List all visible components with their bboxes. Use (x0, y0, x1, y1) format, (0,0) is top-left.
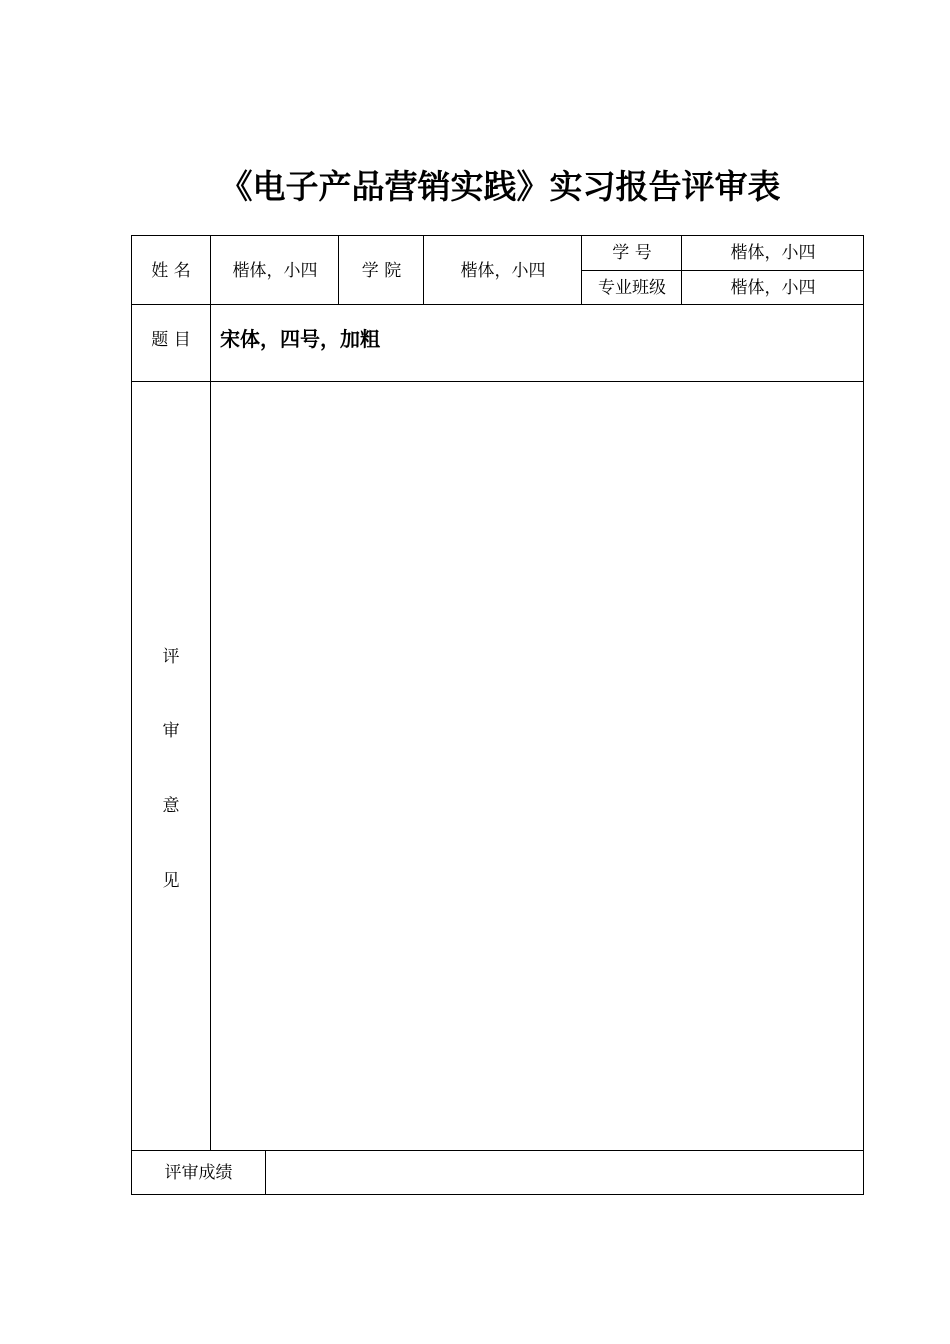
review-label-char-3: 意 (162, 796, 180, 816)
review-label-char-1: 评 (162, 647, 180, 667)
name-field[interactable]: 楷体，小四 (232, 261, 318, 281)
table-border-top (131, 235, 864, 236)
row-divider-id-class (581, 270, 864, 271)
row-divider-1 (131, 304, 864, 305)
college-field[interactable]: 楷体，小四 (460, 261, 546, 281)
class-label: 专业班级 (598, 278, 666, 298)
review-label-char-4: 见 (162, 871, 180, 891)
table-border-right (863, 235, 864, 1195)
table-border-left (131, 235, 132, 1195)
name-label: 姓 名 (151, 261, 191, 281)
review-comments-field[interactable] (211, 382, 863, 1150)
topic-field[interactable]: 宋体，四号，加粗 (220, 327, 380, 351)
review-label-char-2: 审 (162, 721, 180, 741)
topic-label: 题 目 (151, 330, 191, 350)
student-id-label: 学 号 (612, 243, 652, 263)
score-field[interactable] (266, 1151, 863, 1194)
table-border-bottom (131, 1194, 864, 1195)
score-label: 评审成绩 (164, 1163, 233, 1183)
college-label: 学 院 (361, 261, 402, 281)
student-id-field[interactable]: 楷体，小四 (730, 243, 816, 263)
class-field[interactable]: 楷体，小四 (730, 278, 816, 298)
page-title: 《电子产品营销实践》实习报告评审表 (219, 167, 781, 206)
